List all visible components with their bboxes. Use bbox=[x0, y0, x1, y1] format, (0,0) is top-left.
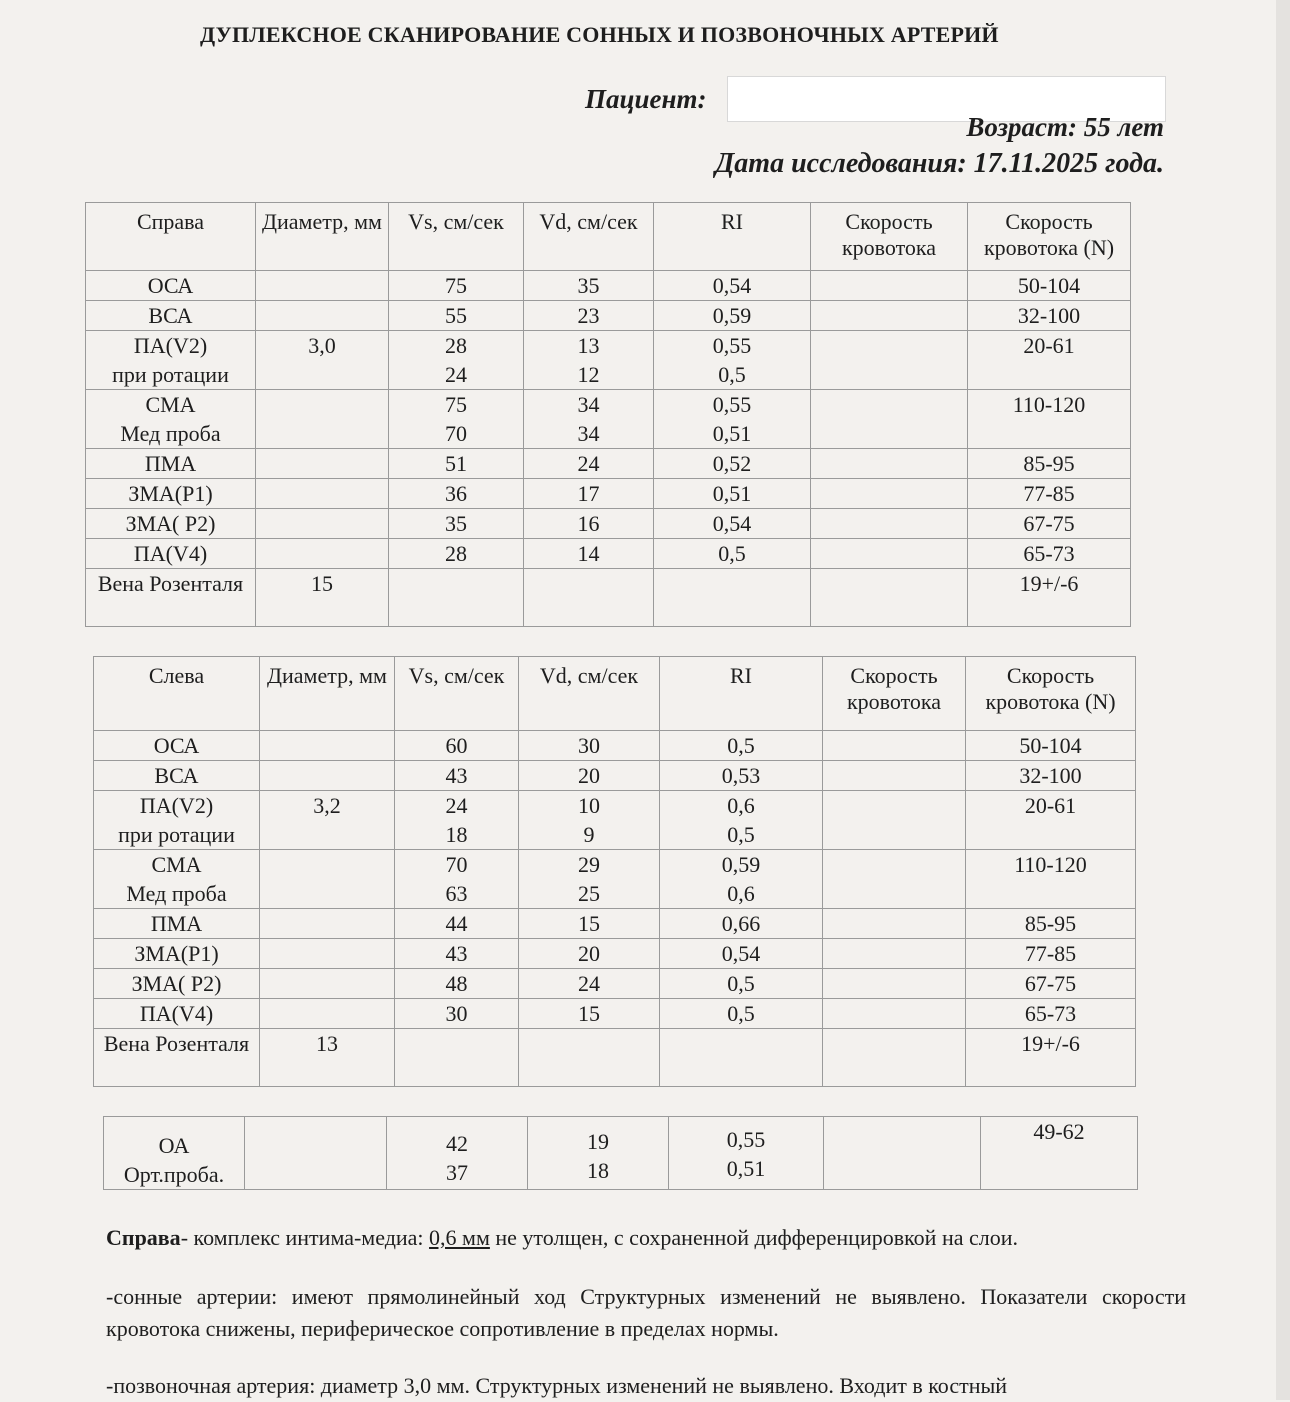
value-line1: 0,6 bbox=[727, 793, 755, 818]
cell-diameter bbox=[260, 999, 395, 1029]
value-line2: 25 bbox=[578, 881, 600, 906]
table-row bbox=[94, 761, 1136, 791]
patient-label: Пациент: bbox=[585, 84, 707, 114]
document-title: ДУПЛЕКСНОЕ СКАНИРОВАНИЕ СОННЫХ И ПОЗВОНОЧНЫХ АРТЕРИЙ bbox=[200, 22, 999, 47]
value-line2: 37 bbox=[446, 1160, 468, 1185]
cell-ri: 0,52 bbox=[654, 449, 811, 479]
cell-ri: 0,5 bbox=[654, 539, 811, 569]
value-line2: 34 bbox=[577, 421, 600, 446]
cell-norm: 67-75 bbox=[966, 969, 1136, 999]
cell-norm: 50-104 bbox=[968, 271, 1131, 301]
header-side: Справа bbox=[86, 203, 256, 271]
cell-vs: 44 bbox=[395, 909, 519, 939]
conclusion-text: - комплекс интима-медиа: bbox=[180, 1225, 430, 1250]
cell-vd: 15 bbox=[519, 999, 660, 1029]
table-row bbox=[94, 939, 1136, 969]
cell-vd: 35 bbox=[524, 271, 654, 301]
row-name: ВСА bbox=[94, 761, 260, 791]
table-row bbox=[94, 909, 1136, 939]
row-name-line1: ПА(V2) bbox=[133, 333, 208, 358]
table-header-row bbox=[94, 657, 1136, 731]
cell-flow bbox=[811, 449, 968, 479]
cell-norm: 65-73 bbox=[966, 999, 1136, 1029]
table-row bbox=[94, 850, 1136, 909]
cell-ri: 0,53 bbox=[660, 761, 823, 791]
cell-vs: 75 bbox=[389, 271, 524, 301]
cell-diameter bbox=[256, 449, 389, 479]
cell-diameter: 3,2 bbox=[260, 791, 395, 850]
table-row bbox=[86, 539, 1131, 569]
table-row bbox=[86, 271, 1131, 301]
cell-flow bbox=[823, 909, 966, 939]
row-name bbox=[86, 390, 256, 449]
table-row bbox=[86, 479, 1131, 509]
cell-vs bbox=[395, 850, 519, 909]
cell-vd: 20 bbox=[519, 939, 660, 969]
row-name bbox=[94, 791, 260, 850]
value-line2: 0,6 bbox=[727, 881, 755, 906]
cell-vs bbox=[389, 569, 524, 627]
row-name-line1: СМА bbox=[145, 392, 196, 417]
conclusion-text: не утолщен, с сохраненной дифференцировкой на слои. bbox=[489, 1225, 1019, 1250]
row-name-line2: Орт.проба. bbox=[123, 1162, 225, 1187]
exam-date: Дата исследования: 17.11.2025 года. bbox=[715, 148, 1164, 179]
row-name: Вена Розенталя bbox=[94, 1029, 260, 1087]
patient-age: Возраст: 55 лет bbox=[966, 112, 1164, 142]
value-line1: 75 bbox=[445, 392, 467, 417]
cell-ri: 0,59 bbox=[654, 301, 811, 331]
cell-vd: 30 bbox=[519, 731, 660, 761]
cell-flow bbox=[811, 301, 968, 331]
cell-vs: 43 bbox=[395, 761, 519, 791]
cell-diameter bbox=[256, 479, 389, 509]
cell-diameter bbox=[256, 390, 389, 449]
cell-ri bbox=[654, 390, 811, 449]
conclusion-side-label: Справа bbox=[106, 1225, 181, 1250]
cell-flow bbox=[811, 569, 968, 627]
cell-ri: 0,5 bbox=[660, 969, 823, 999]
cell-diameter bbox=[256, 509, 389, 539]
cell-vs bbox=[395, 791, 519, 850]
cell-vd: 24 bbox=[524, 449, 654, 479]
conclusion-paragraph-1 bbox=[106, 1222, 1186, 1254]
value-line2: 12 bbox=[577, 362, 600, 387]
intima-media-value: 0,6 мм bbox=[429, 1225, 490, 1250]
cell-vd bbox=[524, 331, 654, 390]
cell-vd: 15 bbox=[519, 909, 660, 939]
row-name: ЗМА( Р2) bbox=[94, 969, 260, 999]
value-line2: 70 bbox=[445, 421, 467, 446]
cell-ri bbox=[654, 331, 811, 390]
row-name: ПМА bbox=[86, 449, 256, 479]
cell-flow bbox=[823, 969, 966, 999]
cell-vd: 16 bbox=[524, 509, 654, 539]
cell-ri: 0,54 bbox=[654, 271, 811, 301]
row-name-line2: Мед проба bbox=[120, 421, 221, 446]
row-name-line2: при ротации bbox=[118, 822, 235, 847]
row-name: ОСА bbox=[94, 731, 260, 761]
header-diameter: Диаметр, мм bbox=[256, 203, 389, 271]
cell-diameter: 15 bbox=[256, 569, 389, 627]
table-row bbox=[94, 999, 1136, 1029]
row-name-line1: СМА bbox=[151, 852, 202, 877]
cell-norm: 32-100 bbox=[968, 301, 1131, 331]
cell-vs: 51 bbox=[389, 449, 524, 479]
value-line1: 24 bbox=[445, 793, 468, 818]
cell-flow bbox=[811, 271, 968, 301]
row-name: Вена Розенталя bbox=[86, 569, 256, 627]
cell-flow bbox=[823, 939, 966, 969]
value-line1: 28 bbox=[445, 333, 467, 358]
cell-ri bbox=[660, 850, 823, 909]
value-line2: 24 bbox=[445, 362, 467, 387]
header-ri: RI bbox=[660, 657, 823, 731]
cell-ri bbox=[654, 569, 811, 627]
cell-flow bbox=[823, 791, 966, 850]
cell-ri bbox=[660, 791, 823, 850]
row-name-line2: Мед проба bbox=[126, 881, 227, 906]
header-vs: Vs, см/сек bbox=[389, 203, 524, 271]
cell-vd bbox=[528, 1117, 669, 1190]
row-name: ПА(V4) bbox=[86, 539, 256, 569]
patient-row bbox=[585, 84, 707, 120]
cell-vd bbox=[519, 1029, 660, 1087]
header-flow: Скорость кровотока bbox=[811, 203, 968, 271]
cell-ri: 0,5 bbox=[660, 999, 823, 1029]
cell-vs: 43 bbox=[395, 939, 519, 969]
cell-norm: 67-75 bbox=[968, 509, 1131, 539]
cell-flow bbox=[811, 331, 968, 390]
cell-flow bbox=[823, 731, 966, 761]
header-flow: Скорость кровотока bbox=[823, 657, 966, 731]
cell-diameter bbox=[260, 761, 395, 791]
table-row bbox=[94, 969, 1136, 999]
value-line2: 0,51 bbox=[712, 421, 752, 446]
header-vd: Vd, см/сек bbox=[524, 203, 654, 271]
cell-norm: 77-85 bbox=[968, 479, 1131, 509]
value-line1: 0,55 bbox=[712, 392, 752, 417]
table-row bbox=[86, 569, 1131, 627]
header-ri: RI bbox=[654, 203, 811, 271]
cell-norm: 49-62 bbox=[981, 1117, 1138, 1190]
table-row bbox=[94, 791, 1136, 850]
row-name: ВСА bbox=[86, 301, 256, 331]
cell-norm: 32-100 bbox=[966, 761, 1136, 791]
table-right bbox=[85, 202, 1131, 627]
cell-flow bbox=[811, 509, 968, 539]
cell-norm: 19+/-6 bbox=[968, 569, 1131, 627]
cell-diameter bbox=[256, 539, 389, 569]
cell-vd: 14 bbox=[524, 539, 654, 569]
table-oa bbox=[103, 1116, 1138, 1190]
cell-diameter bbox=[256, 301, 389, 331]
table-header-row bbox=[86, 203, 1131, 271]
cell-vs: 35 bbox=[389, 509, 524, 539]
value-line1: 0,55 bbox=[712, 333, 752, 358]
table-row bbox=[104, 1117, 1138, 1190]
cell-vd bbox=[519, 850, 660, 909]
value-line2: 0,5 bbox=[718, 362, 746, 387]
row-name: ЗМА(Р1) bbox=[86, 479, 256, 509]
row-name bbox=[86, 331, 256, 390]
cell-diameter bbox=[260, 969, 395, 999]
table-row bbox=[94, 1029, 1136, 1087]
row-name: ЗМА( Р2) bbox=[86, 509, 256, 539]
cell-norm: 77-85 bbox=[966, 939, 1136, 969]
cell-diameter bbox=[245, 1117, 387, 1190]
row-name-line1: ОА bbox=[158, 1133, 190, 1158]
cell-ri: 0,54 bbox=[654, 509, 811, 539]
cell-vd bbox=[519, 791, 660, 850]
header-diameter: Диаметр, мм bbox=[260, 657, 395, 731]
cell-vs bbox=[389, 331, 524, 390]
value-line1: 34 bbox=[577, 392, 600, 417]
table-row bbox=[86, 390, 1131, 449]
cell-vd bbox=[524, 390, 654, 449]
table-row bbox=[94, 731, 1136, 761]
cell-vs: 28 bbox=[389, 539, 524, 569]
cell-vd bbox=[524, 569, 654, 627]
value-line2: 0,5 bbox=[727, 822, 755, 847]
value-line1: 0,55 bbox=[726, 1127, 766, 1152]
value-line2: 18 bbox=[445, 822, 468, 847]
cell-flow bbox=[811, 539, 968, 569]
cell-ri bbox=[660, 1029, 823, 1087]
page-edge bbox=[1276, 0, 1290, 1400]
cell-norm: 110-120 bbox=[968, 390, 1131, 449]
cell-vs: 60 bbox=[395, 731, 519, 761]
cell-flow bbox=[811, 390, 968, 449]
value-line1: 70 bbox=[445, 852, 468, 877]
row-name bbox=[94, 850, 260, 909]
table-row bbox=[86, 449, 1131, 479]
table-row bbox=[86, 509, 1131, 539]
cell-flow bbox=[824, 1117, 981, 1190]
cell-vd: 24 bbox=[519, 969, 660, 999]
header-vs: Vs, см/сек bbox=[395, 657, 519, 731]
cell-vs: 36 bbox=[389, 479, 524, 509]
cell-flow bbox=[811, 479, 968, 509]
header-flow-norm: Скорость кровотока (N) bbox=[966, 657, 1136, 731]
cell-norm: 110-120 bbox=[966, 850, 1136, 909]
row-name: ОСА bbox=[86, 271, 256, 301]
cell-ri: 0,54 bbox=[660, 939, 823, 969]
header-vd: Vd, см/сек bbox=[519, 657, 660, 731]
cell-ri: 0,66 bbox=[660, 909, 823, 939]
row-name: ПА(V4) bbox=[94, 999, 260, 1029]
cell-diameter bbox=[256, 271, 389, 301]
cell-norm: 20-61 bbox=[966, 791, 1136, 850]
cell-flow bbox=[823, 999, 966, 1029]
cell-flow bbox=[823, 1029, 966, 1087]
cell-diameter bbox=[260, 909, 395, 939]
value-line1: 10 bbox=[578, 793, 600, 818]
conclusion-paragraph-3: -позвоночная артерия: диаметр 3,0 мм. Структурных изменений не выявлено. Входит в костный bbox=[106, 1373, 1008, 1398]
cell-diameter: 3,0 bbox=[256, 331, 389, 390]
row-name-line2: при ротации bbox=[112, 362, 229, 387]
cell-norm: 19+/-6 bbox=[966, 1029, 1136, 1087]
value-line1: 0,59 bbox=[721, 852, 761, 877]
value-line2: 0,51 bbox=[726, 1156, 766, 1181]
table-left bbox=[93, 656, 1136, 1087]
header-flow-norm: Скорость кровотока (N) bbox=[968, 203, 1131, 271]
cell-vd: 20 bbox=[519, 761, 660, 791]
cell-norm: 65-73 bbox=[968, 539, 1131, 569]
value-line1: 29 bbox=[578, 852, 600, 877]
cell-ri bbox=[669, 1117, 824, 1190]
cell-vd: 17 bbox=[524, 479, 654, 509]
header-side: Слева bbox=[94, 657, 260, 731]
cell-ri: 0,51 bbox=[654, 479, 811, 509]
cell-diameter bbox=[260, 939, 395, 969]
cell-norm: 20-61 bbox=[968, 331, 1131, 390]
cell-vs bbox=[389, 390, 524, 449]
table-row bbox=[86, 301, 1131, 331]
cell-diameter bbox=[260, 850, 395, 909]
conclusion-paragraph-2: -сонные артерии: имеют прямолинейный ход Структурных изменений не выявлено. Показатели скорости кровотока снижены, периферическое сопротивление в пределах нормы. bbox=[106, 1284, 1186, 1341]
cell-flow bbox=[823, 761, 966, 791]
value-line2: 9 bbox=[583, 822, 595, 847]
cell-diameter: 13 bbox=[260, 1029, 395, 1087]
cell-norm: 50-104 bbox=[966, 731, 1136, 761]
row-name-line1: ПА(V2) bbox=[139, 793, 214, 818]
cell-vd: 23 bbox=[524, 301, 654, 331]
row-name: ПМА bbox=[94, 909, 260, 939]
value-line2: 63 bbox=[445, 881, 468, 906]
cell-diameter bbox=[260, 731, 395, 761]
cell-ri: 0,5 bbox=[660, 731, 823, 761]
cell-vs: 48 bbox=[395, 969, 519, 999]
row-name bbox=[104, 1117, 245, 1190]
cell-norm: 85-95 bbox=[968, 449, 1131, 479]
cell-vs: 55 bbox=[389, 301, 524, 331]
row-name: ЗМА(Р1) bbox=[94, 939, 260, 969]
value-line1: 19 bbox=[587, 1129, 609, 1154]
cell-vs: 30 bbox=[395, 999, 519, 1029]
cell-norm: 85-95 bbox=[966, 909, 1136, 939]
table-row bbox=[86, 331, 1131, 390]
value-line1: 42 bbox=[446, 1131, 468, 1156]
value-line1: 13 bbox=[577, 333, 600, 358]
cell-vs bbox=[395, 1029, 519, 1087]
cell-vs bbox=[387, 1117, 528, 1190]
value-line2: 18 bbox=[587, 1158, 609, 1183]
cell-flow bbox=[823, 850, 966, 909]
